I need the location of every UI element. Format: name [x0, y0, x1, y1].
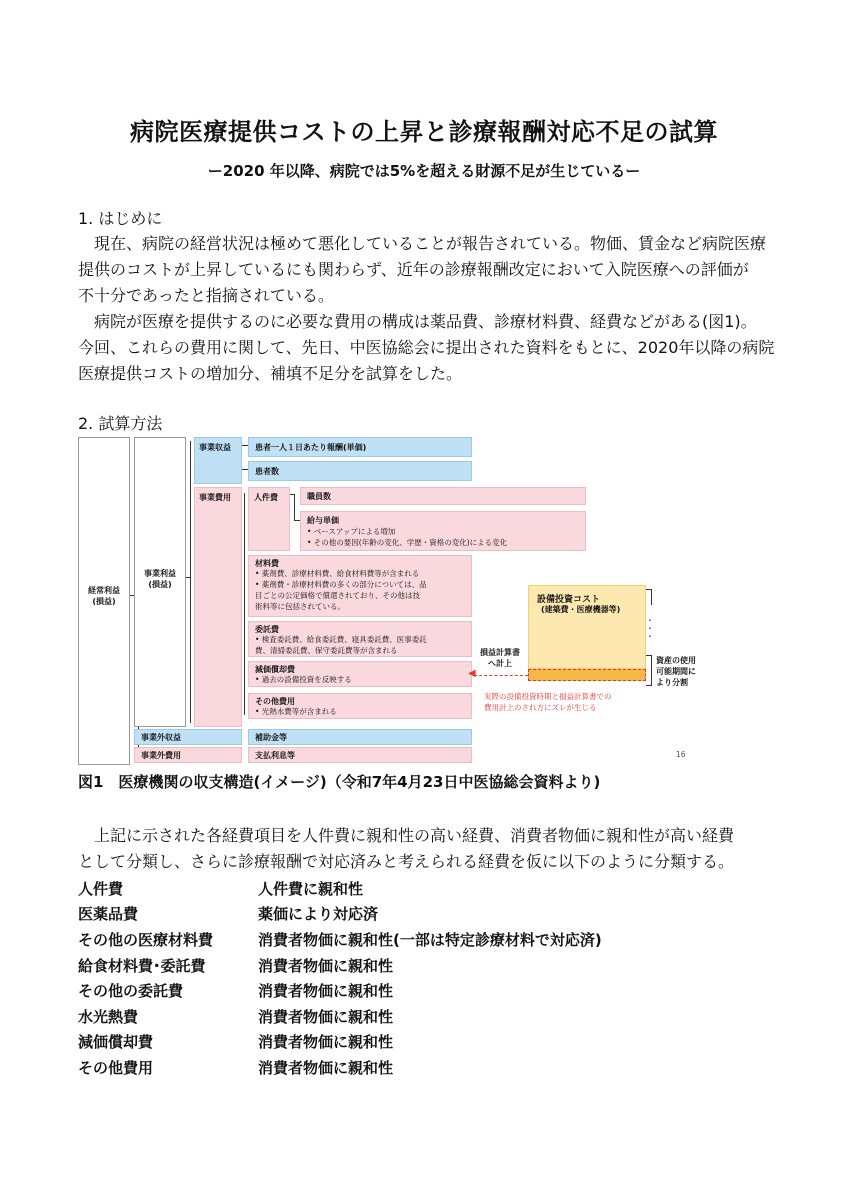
- depreciation-cost-box: 減価償却費 • 過去の設備投資を反映する: [248, 661, 472, 687]
- classification-item: 人件費: [78, 880, 124, 898]
- pl-arrow-line: [474, 675, 528, 676]
- classification-item: 給食材料費･委託費: [78, 957, 206, 975]
- section-3-paragraph: 上記に示された各経費項目を人件費に親和性の高い経費、消費者物価に親和性が高い経費 として分類し、さらに診療報酬で対応済みと考えられる経費を仮に以下のように分類する。: [78, 826, 735, 871]
- bracket-line: [651, 589, 652, 605]
- section-2-heading: 2. 試算方法: [78, 414, 163, 433]
- classification-category: 消費者物価に親和性: [258, 957, 394, 975]
- pl-arrow-head-icon: ◀: [468, 668, 476, 679]
- classification-category: 薬価により対応済: [258, 905, 379, 923]
- patient-count-box: 患者数: [248, 461, 472, 481]
- document-subtitle: ー2020 年以降、病院では5%を超える財源不足が生じているー: [207, 162, 641, 180]
- document-title: 病院医療提供コストの上昇と診療報酬対応不足の試算: [130, 118, 718, 146]
- capex-period-bar: [528, 669, 646, 681]
- ordinary-profit-label: 経常利益 (損益): [88, 586, 120, 606]
- classification-item: その他の委託費: [78, 982, 184, 1000]
- ellipsis-dots: ・ ・ ・: [646, 616, 654, 641]
- section-1-heading: 1. はじめに: [78, 209, 163, 228]
- figure-1-cost-structure: [78, 437, 708, 765]
- business-cost-box: 事業費用: [194, 487, 242, 727]
- classification-item: その他費用: [78, 1059, 154, 1077]
- classification-category: 消費者物価に親和性: [258, 1059, 394, 1077]
- classification-category: 消費者物価に親和性: [258, 1008, 394, 1026]
- classification-item: 医薬品費: [78, 905, 139, 923]
- material-cost-box: 材料費 • 薬剤費、診療材料費、給食材料費等が含まれる • 薬剤費・診療材料費の多くの部分については、品 目ごとの公定価格で償還されており、その他は技 術料等に包括されている。: [248, 555, 472, 617]
- connector-line: [294, 494, 295, 520]
- business-profit-label: 事業利益 (損益): [144, 569, 176, 589]
- outsourcing-cost-box: 委託費 • 検査委託費、給食委託費、寝具委託費、医事委託 費、清掃委託費、保守委託費等が含まれる: [248, 621, 472, 657]
- unit-price-box: 患者一人１日あたり報酬(単価): [248, 437, 472, 457]
- asset-period-label: 資産の使用 可能期間に より分割: [656, 656, 696, 687]
- classification-category: 人件費に親和性: [258, 880, 364, 898]
- connector-line: [190, 441, 191, 723]
- non-operating-cost-box: 事業外費用: [134, 747, 242, 763]
- classification-category: 消費者物価に親和性: [258, 982, 394, 1000]
- bracket-line: [646, 685, 652, 686]
- business-revenue-box: 事業収益: [194, 437, 242, 484]
- personnel-cost-box: 人件費: [248, 487, 290, 551]
- interest-box: 支払利息等: [248, 747, 472, 763]
- staff-count-box: 職員数: [300, 487, 586, 505]
- classification-item: その他の医療材料費: [78, 931, 214, 949]
- page-number: 16: [676, 750, 686, 759]
- pl-statement-label: 損益計算書 へ計上: [480, 648, 520, 668]
- classification-item: 水光熱費: [78, 1008, 139, 1026]
- classification-category: 消費者物価に親和性: [258, 1033, 394, 1051]
- figure-caption: 図1 医療機関の収支構造(イメージ)（令和7年4月23日中医協総会資料より): [78, 773, 601, 791]
- other-cost-box: その他費用 • 光熱水費等が含まれる: [248, 693, 472, 719]
- non-operating-revenue-box: 事業外収益: [134, 729, 242, 745]
- section-1-paragraph-2: 病院が医療を提供するのに必要な費用の構成は薬品費、診療材料費、経費などがある(図1)。 今回、これらの費用に関して、先日、中医協総会に提出された資料をもとに、2020年以降の病院 医療提供コストの増加分、補填不足分を試算をした。: [78, 312, 775, 383]
- classification-category: 消費者物価に親和性(一部は特定診療材料で対応済): [258, 931, 602, 949]
- capex-box: 設備投資コスト (建築費・医療機器等): [528, 585, 646, 669]
- connector-line: [244, 493, 245, 715]
- section-1-paragraph-1: 現在、病院の経営状況は極めて悪化していることが報告されている。物価、賃金など病院医療 提供のコストが上昇しているにも関わらず、近年の診療報酬改定において入院医療への評価が 不十分であったと指摘されている。: [78, 234, 767, 305]
- mismatch-note: 実際の設備投資時期と損益計算書での 費用計上のされ方にズレが生じる: [484, 692, 612, 712]
- subsidy-box: 補助金等: [248, 729, 472, 745]
- bracket-line: [651, 655, 652, 685]
- wage-unit-box: 給与単価 • ベースアップによる増加 • その他の要因(年齢の変化、学歴・資格の変化)による変化: [300, 511, 586, 551]
- classification-item: 減価償却費: [78, 1033, 154, 1051]
